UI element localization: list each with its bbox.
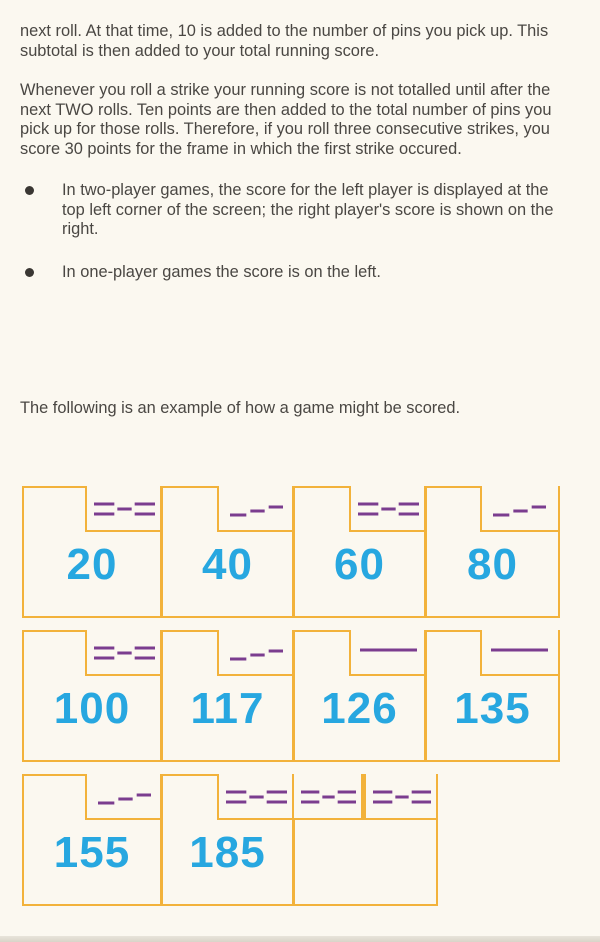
frame-10-bonus — [295, 776, 436, 904]
spare-mark-icon — [219, 486, 294, 532]
open-frame-mark-icon — [351, 630, 426, 676]
frame-5 — [24, 632, 163, 760]
frame-score: 155 — [53, 828, 131, 877]
frame-10 — [163, 776, 295, 904]
frame-6 — [163, 632, 295, 760]
strike-mark-icon — [87, 486, 162, 532]
ball-box — [349, 486, 427, 532]
strike-mark-icon — [294, 774, 363, 820]
example-intro: The following is an example of how a game might be scored. — [20, 399, 461, 417]
ball-box — [480, 486, 558, 532]
bullet-item-two-player — [20, 181, 568, 240]
strike-mark-icon — [87, 630, 162, 676]
bullet-text: In one-player games the score is on the left. — [62, 262, 381, 281]
instruction-text — [20, 22, 568, 305]
frame-score: 60 — [334, 540, 385, 589]
ball-box — [85, 774, 163, 820]
frame-9 — [24, 776, 163, 904]
score-row-2 — [22, 630, 560, 762]
frame-score: 40 — [202, 540, 253, 589]
frame-score: 100 — [53, 684, 131, 733]
frame-7 — [295, 632, 427, 760]
frame-score: 117 — [190, 684, 265, 733]
frame-8 — [427, 632, 558, 760]
frame-4 — [427, 488, 558, 616]
ball-box — [217, 630, 295, 676]
ball-box — [85, 630, 163, 676]
frame-2 — [163, 488, 295, 616]
strike-paragraph: Whenever you roll a strike your running score is not totalled until after the next TWO rolls. Ten points are then added to the total number of pins you pick up for those rolls. Therefore, if you roll three consecutive strikes, you score 30 points for the frame in which the first strike occured. — [20, 81, 552, 158]
frame-score: 126 — [321, 684, 398, 733]
spare-mark-icon — [219, 630, 294, 676]
ball-box — [480, 630, 558, 676]
frame-3 — [295, 488, 427, 616]
bullet-icon — [25, 268, 34, 277]
strike-mark-icon — [366, 774, 438, 820]
ball-box — [85, 486, 163, 532]
spare-mark-icon — [482, 486, 557, 532]
ball-box — [217, 486, 295, 532]
bonus-ball-box-2 — [364, 774, 436, 820]
frame-score: 20 — [66, 540, 118, 589]
ball-box — [349, 630, 427, 676]
intro-paragraph: next roll. At that time, 10 is added to the number of pins you pick up. This subtotal is then added to your total running score. — [20, 22, 549, 60]
frame-score: 80 — [467, 540, 518, 589]
frame-1 — [24, 488, 163, 616]
frame-score: 185 — [189, 828, 266, 877]
bullet-list — [20, 181, 568, 282]
open-frame-mark-icon — [482, 630, 557, 676]
bonus-ball-box-1 — [292, 774, 364, 820]
ball-box — [217, 774, 295, 820]
score-row-3 — [22, 774, 438, 906]
page-edge — [0, 936, 600, 942]
spare-mark-icon — [87, 774, 162, 820]
bullet-item-one-player — [20, 263, 568, 283]
frame-score: 135 — [454, 684, 531, 733]
strike-mark-icon — [219, 774, 294, 820]
bullet-icon — [25, 186, 34, 195]
bullet-text: In two-player games, the score for the left player is displayed at the top left corner of the screen; the right player's score is shown on the right. — [62, 181, 554, 238]
score-row-1 — [22, 486, 560, 618]
strike-mark-icon — [351, 486, 426, 532]
